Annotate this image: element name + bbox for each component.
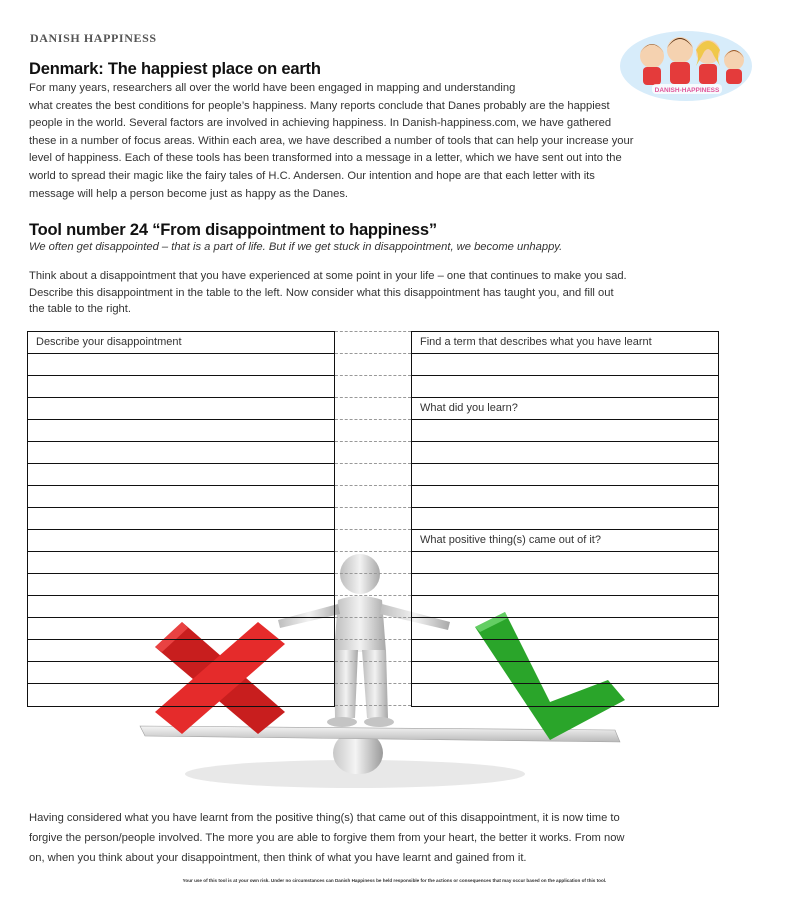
table-row[interactable]	[412, 574, 718, 596]
intro-line: world to spread their magic like the fairy tales of H.C. Andersen. Our intention and hope are that each letter with its	[29, 169, 595, 182]
table-row[interactable]	[412, 684, 718, 706]
dashed-divider	[335, 331, 411, 706]
brand-name: DANISH HAPPINESS	[30, 31, 157, 45]
instructions	[29, 268, 769, 318]
intro-line: people in the world. Several factors are involved in achieving happiness. In Danish-happiness.com, we have gathered	[29, 117, 612, 130]
table-row[interactable]	[412, 464, 718, 486]
table-row[interactable]	[412, 596, 718, 618]
table-row[interactable]	[28, 464, 334, 486]
table-row[interactable]	[412, 552, 718, 574]
table-row[interactable]	[28, 354, 334, 376]
table-row[interactable]	[28, 376, 334, 398]
table-row[interactable]	[28, 684, 334, 706]
disclaimer-footer: Your use of this tool is at your own risk. Under no circumstances can Danish Happiness be held responsible for the actions or consequences that may occur based on the application of this tool.	[182, 878, 607, 883]
instruction-line: Think about a disappointment that you have experienced at some point in your life – one that continues to make you sad.	[29, 270, 627, 282]
table-row[interactable]	[28, 574, 334, 596]
intro-line: For many years, researchers all over the world have been engaged in mapping and understanding	[29, 82, 516, 94]
table-row[interactable]	[412, 376, 718, 398]
intro-line: these in a number of focus areas. Within each area, we have described a number of tools that can help your increase your	[29, 134, 634, 147]
table-row[interactable]	[28, 398, 334, 420]
table-row[interactable]	[412, 420, 718, 442]
table-header: Describe your disappointment	[28, 332, 334, 354]
table-row[interactable]	[412, 486, 718, 508]
intro-line: message will help a person become just as happy as the Danes.	[29, 187, 349, 200]
tool-subtitle: We often get disappointed – that is a part of life. But if we get stuck in disappointment, we become unhappy.	[29, 241, 563, 253]
tool-title: Tool number 24 “From disappointment to happiness”	[29, 221, 437, 239]
table-row[interactable]	[28, 486, 334, 508]
table-row[interactable]	[28, 530, 334, 552]
section-title: Denmark: The happiest place on earth	[29, 60, 321, 78]
logo-text: DANISH-HAPPINESS	[654, 87, 720, 94]
table-row[interactable]	[28, 420, 334, 442]
table-row[interactable]	[28, 442, 334, 464]
intro-line: level of happiness. Each of these tools has been transformed into a message in a letter, which we have sent out into the	[29, 152, 622, 165]
intro-paragraph	[29, 80, 759, 203]
instruction-line: the table to the right.	[29, 303, 131, 315]
table-row[interactable]	[28, 662, 334, 684]
table-row[interactable]	[412, 662, 718, 684]
table-row[interactable]	[412, 640, 718, 662]
table-row[interactable]	[28, 552, 334, 574]
table-row[interactable]	[28, 618, 334, 640]
closing-line: on, when you think about your disappointment, then think of what you have learnt and gained from it.	[29, 852, 527, 864]
closing-line: Having considered what you have learnt from the positive thing(s) that came out of this disappointment, it is now time to	[29, 812, 620, 824]
table-row[interactable]	[412, 508, 718, 530]
table-row-positive[interactable]: What positive thing(s) came out of it?	[412, 530, 718, 552]
closing-paragraph	[29, 808, 769, 868]
closing-line: forgive the person/people involved. The more you are able to forgive them from your heart, the better it works. From now	[29, 832, 625, 844]
disappointment-table	[27, 331, 335, 707]
table-row-learned[interactable]: What did you learn?	[412, 398, 718, 420]
table-row[interactable]	[28, 640, 334, 662]
table-row[interactable]	[412, 442, 718, 464]
instruction-line: Describe this disappointment in the table to the left. Now consider what this disappointment has taught you, and fill out	[29, 286, 614, 299]
intro-line: what creates the best conditions for people’s happiness. Many reports conclude that Danes probably are the happiest	[29, 99, 610, 112]
table-row[interactable]	[412, 354, 718, 376]
table-row[interactable]	[28, 508, 334, 530]
table-row[interactable]	[28, 596, 334, 618]
table-row-term[interactable]: Find a term that describes what you have learnt	[412, 332, 718, 354]
table-row[interactable]	[412, 618, 718, 640]
learning-table	[411, 331, 719, 707]
